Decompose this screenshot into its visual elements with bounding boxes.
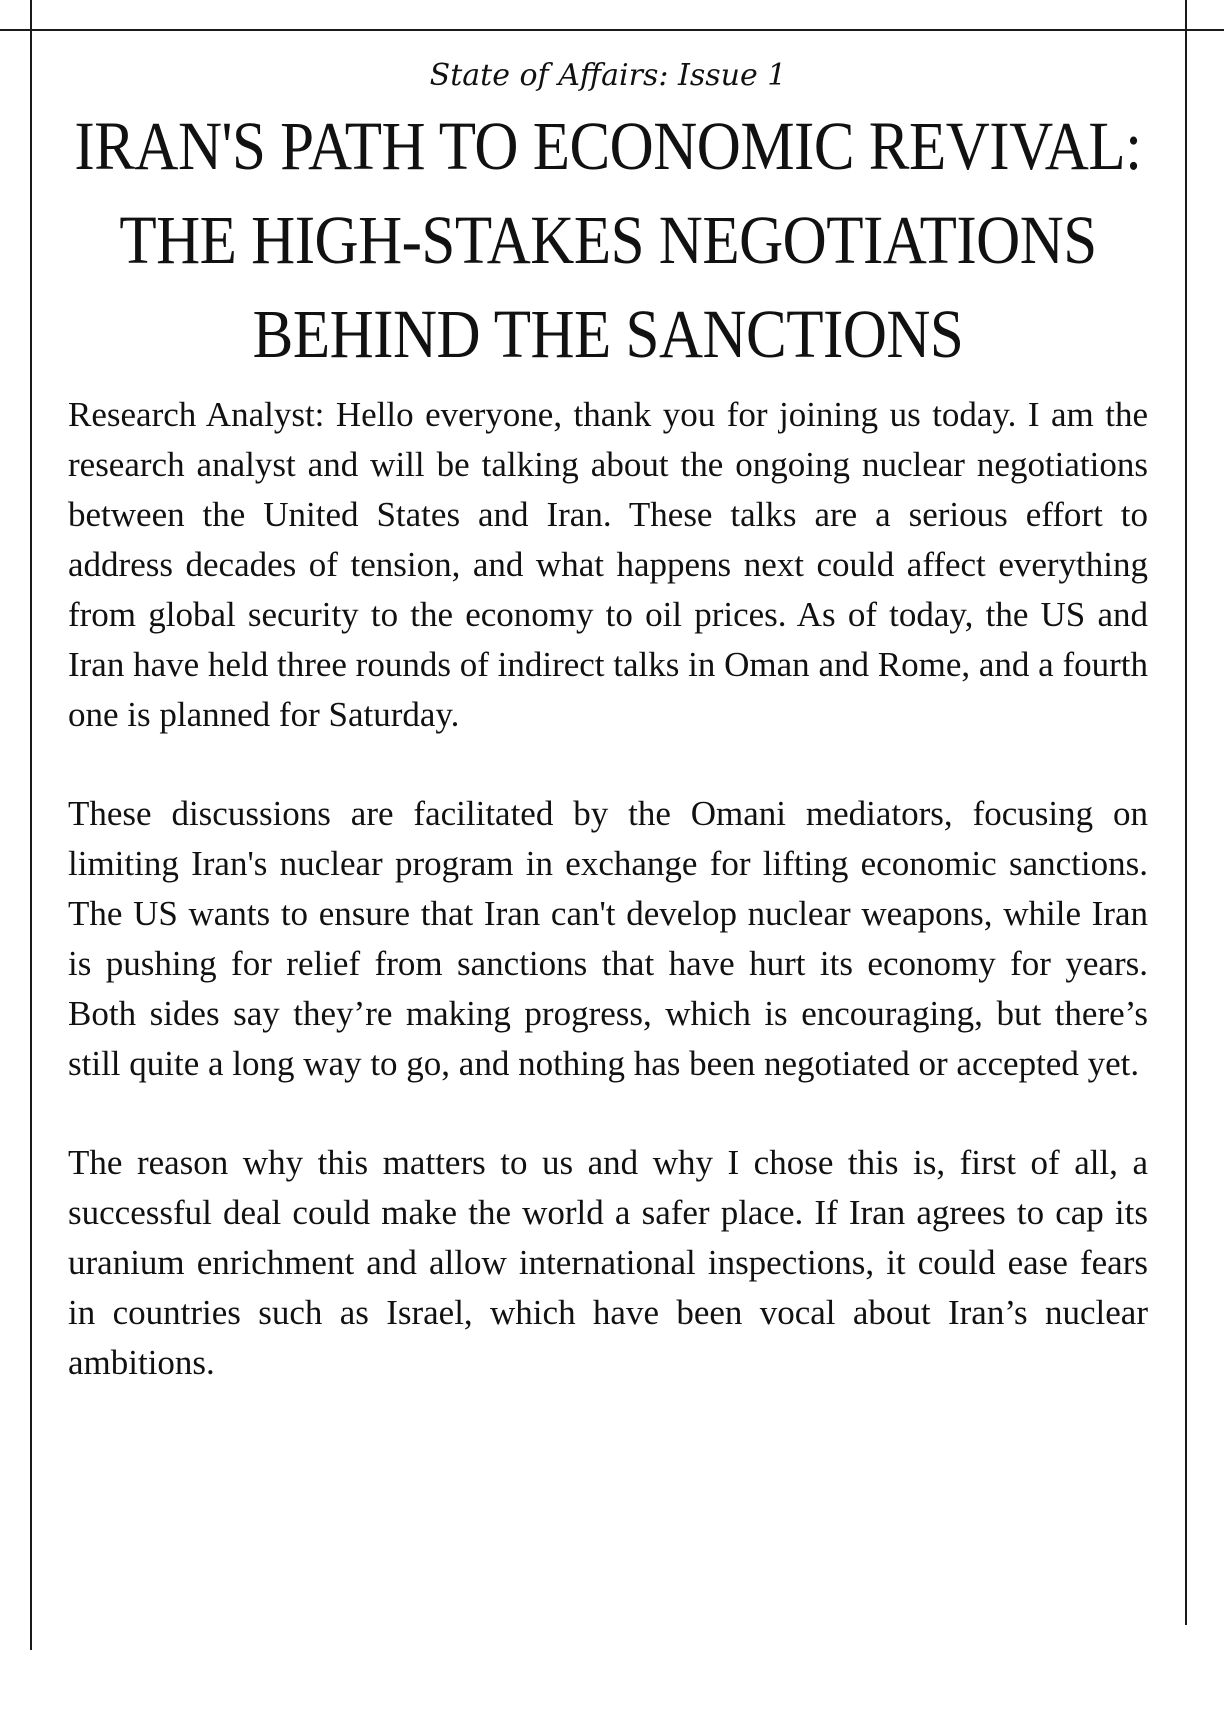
document-page: [68, 50, 1148, 1437]
article-body: [68, 390, 1148, 1388]
article-headline: IRAN'S PATH TO ECONOMIC REVIVAL: THE HIGH-STAKES NEGOTIATIONS BEHIND THE SANCTIONS: [74, 109, 1142, 373]
paragraph-3: The reason why this matters to us and why I chose this is, first of all, a successful deal could make the world a safer place. If Iran agrees to cap its uranium enrichment and allow international inspections, it could ease fears in countries such as Israel, which have been vocal about Iran’s nuclear ambitions.: [68, 1143, 1148, 1382]
left-border-line: [30, 0, 32, 1650]
right-border-line: [1185, 0, 1187, 1625]
paragraph-1: Research Analyst: Hello everyone, thank you for joining us today. I am the research analyst and will be talking about the ongoing nuclear negotiations between the United States and Iran. These talks are a serious effort to address decades of tension, and what happens next could affect everything from global security to the economy to oil prices. As of today, the US and Iran have held three rounds of indirect talks in Oman and Rome, and a fourth one is planned for Saturday.: [68, 395, 1148, 734]
paragraph-2: These discussions are facilitated by the Omani mediators, focusing on limiting Iran's nuclear program in exchange for lifting economic sanctions. The US wants to ensure that Iran can't develop nuclear weapons, while Iran is pushing for relief from sanctions that have hurt its economy for years. Both sides say they’re making progress, which is encouraging, but there’s still quite a long way to go, and nothing has been negotiated or accepted yet.: [68, 794, 1148, 1083]
issue-line: State of Affairs: Issue 1: [429, 58, 787, 93]
top-border-line: [0, 29, 1224, 31]
